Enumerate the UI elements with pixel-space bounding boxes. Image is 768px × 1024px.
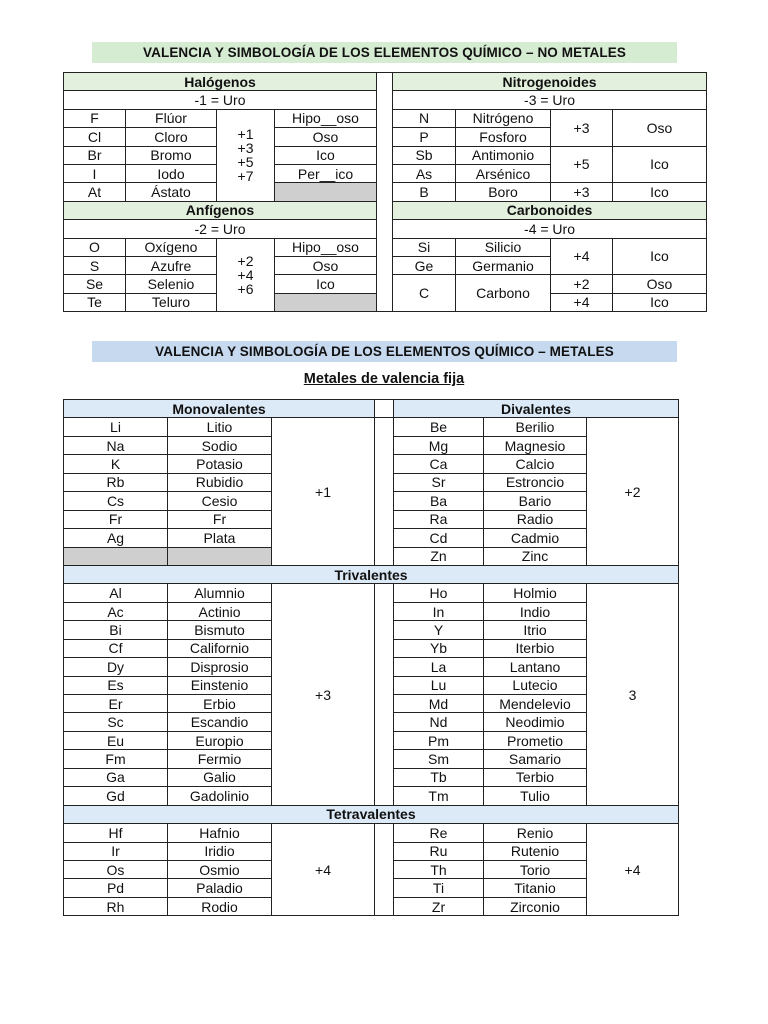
element-name: Disprosio bbox=[168, 658, 272, 676]
element-name: Terbio bbox=[484, 768, 587, 786]
element-symbol: Sr bbox=[394, 473, 484, 491]
element-symbol: Dy bbox=[64, 658, 168, 676]
uro-valence-halogenos: -1 = Uro bbox=[64, 91, 377, 109]
empty-cell bbox=[64, 547, 168, 565]
element-symbol: Cd bbox=[394, 529, 484, 547]
group-header-trivalentes: Trivalentes bbox=[64, 565, 679, 583]
empty-cell bbox=[275, 183, 377, 201]
element-symbol: In bbox=[394, 602, 484, 620]
element-name: Iridio bbox=[168, 842, 272, 860]
naming-rule: Oso bbox=[275, 256, 377, 274]
element-name: Flúor bbox=[126, 109, 217, 127]
element-name: Californio bbox=[168, 639, 272, 657]
group-header-carbonoides: Carbonoides bbox=[393, 201, 707, 219]
element-name: Arsénico bbox=[456, 164, 551, 182]
naming-rule: Hipo__oso bbox=[275, 109, 377, 127]
naming-rule: Ico bbox=[613, 293, 707, 311]
valence-value: +4 bbox=[237, 266, 254, 283]
column-divider bbox=[375, 400, 394, 418]
element-symbol: Br bbox=[64, 146, 126, 164]
element-name: Selenio bbox=[126, 275, 217, 293]
valence-value: +2 bbox=[237, 252, 254, 269]
element-symbol: Si bbox=[393, 238, 456, 256]
element-name: Erbio bbox=[168, 695, 272, 713]
table-row bbox=[64, 824, 679, 842]
valence-value-mono-di-left: +1 bbox=[272, 418, 375, 566]
naming-rule: Ico bbox=[613, 238, 707, 275]
element-name: Renio bbox=[484, 824, 587, 842]
element-symbol: Ho bbox=[394, 584, 484, 602]
element-symbol: Re bbox=[394, 824, 484, 842]
element-symbol: At bbox=[64, 183, 126, 201]
element-symbol: Nd bbox=[394, 713, 484, 731]
group-header-monovalentes: Monovalentes bbox=[64, 400, 375, 418]
element-name: Radio bbox=[484, 510, 587, 528]
naming-rule: Ico bbox=[613, 183, 707, 201]
group-header-anfigenos: Anfígenos bbox=[64, 201, 377, 219]
element-name: Rutenio bbox=[484, 842, 587, 860]
element-symbol: P bbox=[393, 128, 456, 146]
element-symbol: O bbox=[64, 238, 126, 256]
element-name: Neodimio bbox=[484, 713, 587, 731]
element-symbol: Ba bbox=[394, 492, 484, 510]
element-symbol: La bbox=[394, 658, 484, 676]
uro-valence-carbonoides: -4 = Uro bbox=[393, 220, 707, 238]
valence-value-trivalentes-left: +3 bbox=[272, 584, 375, 805]
element-name: Ástato bbox=[126, 183, 217, 201]
element-symbol: Tb bbox=[394, 768, 484, 786]
element-symbol: Ra bbox=[394, 510, 484, 528]
element-symbol: Pm bbox=[394, 731, 484, 749]
element-symbol: Ti bbox=[394, 879, 484, 897]
element-name: Rubidio bbox=[168, 473, 272, 491]
valence-value-tetravalentes-right: +4 bbox=[587, 824, 679, 916]
naming-rule: Oso bbox=[275, 128, 377, 146]
valence-value-tetravalentes-left: +4 bbox=[272, 824, 375, 916]
valence-value: +3 bbox=[551, 109, 613, 146]
element-name: Silicio bbox=[456, 238, 551, 256]
element-name: Magnesio bbox=[484, 436, 587, 454]
valence-value: +2 bbox=[551, 275, 613, 293]
element-symbol: As bbox=[393, 164, 456, 182]
element-symbol: S bbox=[64, 256, 126, 274]
empty-cell bbox=[275, 293, 377, 311]
element-symbol: Eu bbox=[64, 731, 168, 749]
element-name: Tulio bbox=[484, 787, 587, 805]
element-name: Azufre bbox=[126, 256, 217, 274]
element-symbol: Gd bbox=[64, 787, 168, 805]
empty-cell bbox=[168, 547, 272, 565]
element-symbol: Sb bbox=[393, 146, 456, 164]
element-symbol: N bbox=[393, 109, 456, 127]
element-symbol: Se bbox=[64, 275, 126, 293]
element-symbol: Ag bbox=[64, 529, 168, 547]
valence-list-anfigenos bbox=[217, 238, 275, 312]
element-name: Germanio bbox=[456, 256, 551, 274]
naming-rule: Oso bbox=[613, 109, 707, 146]
naming-rule: Ico bbox=[275, 146, 377, 164]
valence-value: +1 bbox=[237, 126, 254, 143]
element-name: Galio bbox=[168, 768, 272, 786]
element-symbol: Ir bbox=[64, 842, 168, 860]
element-name: Actinio bbox=[168, 602, 272, 620]
uro-valence-nitrogenoides: -3 = Uro bbox=[393, 91, 707, 109]
element-symbol: K bbox=[64, 455, 168, 473]
element-name: Oxígeno bbox=[126, 238, 217, 256]
column-divider bbox=[375, 418, 394, 566]
element-name: Carbono bbox=[456, 275, 551, 312]
element-name: Prometio bbox=[484, 731, 587, 749]
valence-list-halogenos bbox=[217, 109, 275, 201]
element-name: Estroncio bbox=[484, 473, 587, 491]
element-name: Zirconio bbox=[484, 897, 587, 915]
element-name: Potasio bbox=[168, 455, 272, 473]
metals-table bbox=[63, 399, 679, 916]
column-divider bbox=[375, 824, 394, 916]
element-name: Europio bbox=[168, 731, 272, 749]
group-header-halogenos: Halógenos bbox=[64, 73, 377, 91]
element-name: Bismuto bbox=[168, 621, 272, 639]
element-symbol: Hf bbox=[64, 824, 168, 842]
element-name: Teluro bbox=[126, 293, 217, 311]
valence-value: +5 bbox=[551, 146, 613, 183]
table-row bbox=[64, 584, 679, 602]
element-symbol: I bbox=[64, 164, 126, 182]
element-name: Lutecio bbox=[484, 676, 587, 694]
element-symbol: F bbox=[64, 109, 126, 127]
element-name: Cloro bbox=[126, 128, 217, 146]
element-name: Gadolinio bbox=[168, 787, 272, 805]
group-header-divalentes: Divalentes bbox=[394, 400, 679, 418]
element-symbol: Rh bbox=[64, 897, 168, 915]
element-symbol: Li bbox=[64, 418, 168, 436]
element-name: Indio bbox=[484, 602, 587, 620]
valence-value: +7 bbox=[237, 168, 254, 185]
element-name: Einstenio bbox=[168, 676, 272, 694]
group-header-nitrogenoides: Nitrogenoides bbox=[393, 73, 707, 91]
element-name: Bromo bbox=[126, 146, 217, 164]
element-symbol: Ge bbox=[393, 256, 456, 274]
element-name: Cesio bbox=[168, 492, 272, 510]
metals-subtitle: Metales de valencia fija bbox=[303, 371, 465, 387]
nonmetals-title-banner: VALENCIA Y SIMBOLOGÍA DE LOS ELEMENTOS QUÍMICO – NO METALES bbox=[92, 42, 677, 63]
element-name: Osmio bbox=[168, 860, 272, 878]
element-symbol: Es bbox=[64, 676, 168, 694]
element-name: Rodio bbox=[168, 897, 272, 915]
valence-value: +6 bbox=[237, 280, 254, 297]
valence-value: +3 bbox=[237, 140, 254, 157]
element-symbol: Sc bbox=[64, 713, 168, 731]
element-symbol: Mg bbox=[394, 436, 484, 454]
naming-rule: Per__ico bbox=[275, 164, 377, 182]
element-symbol: Sm bbox=[394, 750, 484, 768]
element-symbol: Te bbox=[64, 293, 126, 311]
element-symbol: Cs bbox=[64, 492, 168, 510]
element-symbol: Th bbox=[394, 860, 484, 878]
element-symbol: Rb bbox=[64, 473, 168, 491]
element-symbol: Er bbox=[64, 695, 168, 713]
element-symbol: Os bbox=[64, 860, 168, 878]
element-name: Plata bbox=[168, 529, 272, 547]
element-symbol: Ru bbox=[394, 842, 484, 860]
element-name: Titanio bbox=[484, 879, 587, 897]
element-symbol: Ga bbox=[64, 768, 168, 786]
element-name: Mendelevio bbox=[484, 695, 587, 713]
element-name: Holmio bbox=[484, 584, 587, 602]
element-symbol: C bbox=[393, 275, 456, 312]
valence-value-mono-di-right: +2 bbox=[587, 418, 679, 566]
element-name: Lantano bbox=[484, 658, 587, 676]
element-name: Alumnio bbox=[168, 584, 272, 602]
element-symbol: Tm bbox=[394, 787, 484, 805]
element-name: Nitrógeno bbox=[456, 109, 551, 127]
element-symbol: Ca bbox=[394, 455, 484, 473]
element-symbol: Pd bbox=[64, 879, 168, 897]
element-symbol: Fr bbox=[64, 510, 168, 528]
element-symbol: Yb bbox=[394, 639, 484, 657]
element-name: Fosforo bbox=[456, 128, 551, 146]
valence-value: +3 bbox=[551, 183, 613, 201]
element-name: Calcio bbox=[484, 455, 587, 473]
element-name: Bario bbox=[484, 492, 587, 510]
naming-rule: Hipo__oso bbox=[275, 238, 377, 256]
element-symbol: Zn bbox=[394, 547, 484, 565]
uro-valence-anfigenos: -2 = Uro bbox=[64, 220, 377, 238]
element-symbol: B bbox=[393, 183, 456, 201]
valence-value: +4 bbox=[551, 293, 613, 311]
element-name: Sodio bbox=[168, 436, 272, 454]
element-symbol: Na bbox=[64, 436, 168, 454]
element-symbol: Md bbox=[394, 695, 484, 713]
element-name: Itrio bbox=[484, 621, 587, 639]
element-symbol: Al bbox=[64, 584, 168, 602]
element-name: Iterbio bbox=[484, 639, 587, 657]
valence-value: +5 bbox=[237, 154, 254, 171]
table-row bbox=[64, 418, 679, 436]
element-symbol: Zr bbox=[394, 897, 484, 915]
element-name: Litio bbox=[168, 418, 272, 436]
valence-value-trivalentes-right: 3 bbox=[587, 584, 679, 805]
element-name: Iodo bbox=[126, 164, 217, 182]
element-name: Escandio bbox=[168, 713, 272, 731]
element-name: Torio bbox=[484, 860, 587, 878]
metals-title-banner: VALENCIA Y SIMBOLOGÍA DE LOS ELEMENTOS QUÍMICO – METALES bbox=[92, 341, 677, 362]
group-header-tetravalentes: Tetravalentes bbox=[64, 805, 679, 823]
naming-rule: Ico bbox=[275, 275, 377, 293]
valence-value: +4 bbox=[551, 238, 613, 275]
element-name: Paladio bbox=[168, 879, 272, 897]
element-symbol: Fm bbox=[64, 750, 168, 768]
element-name: Fr bbox=[168, 510, 272, 528]
column-divider bbox=[375, 584, 394, 805]
element-symbol: Cl bbox=[64, 128, 126, 146]
element-name: Berilio bbox=[484, 418, 587, 436]
element-name: Antimonio bbox=[456, 146, 551, 164]
element-name: Fermio bbox=[168, 750, 272, 768]
element-symbol: Cf bbox=[64, 639, 168, 657]
element-name: Hafnio bbox=[168, 824, 272, 842]
element-symbol: Lu bbox=[394, 676, 484, 694]
element-symbol: Bi bbox=[64, 621, 168, 639]
element-symbol: Y bbox=[394, 621, 484, 639]
naming-rule: Ico bbox=[613, 146, 707, 183]
element-symbol: Ac bbox=[64, 602, 168, 620]
element-symbol: Be bbox=[394, 418, 484, 436]
column-divider bbox=[377, 73, 393, 312]
element-name: Zinc bbox=[484, 547, 587, 565]
element-name: Samario bbox=[484, 750, 587, 768]
naming-rule: Oso bbox=[613, 275, 707, 293]
element-name: Boro bbox=[456, 183, 551, 201]
element-name: Cadmio bbox=[484, 529, 587, 547]
nonmetals-table bbox=[63, 72, 707, 312]
